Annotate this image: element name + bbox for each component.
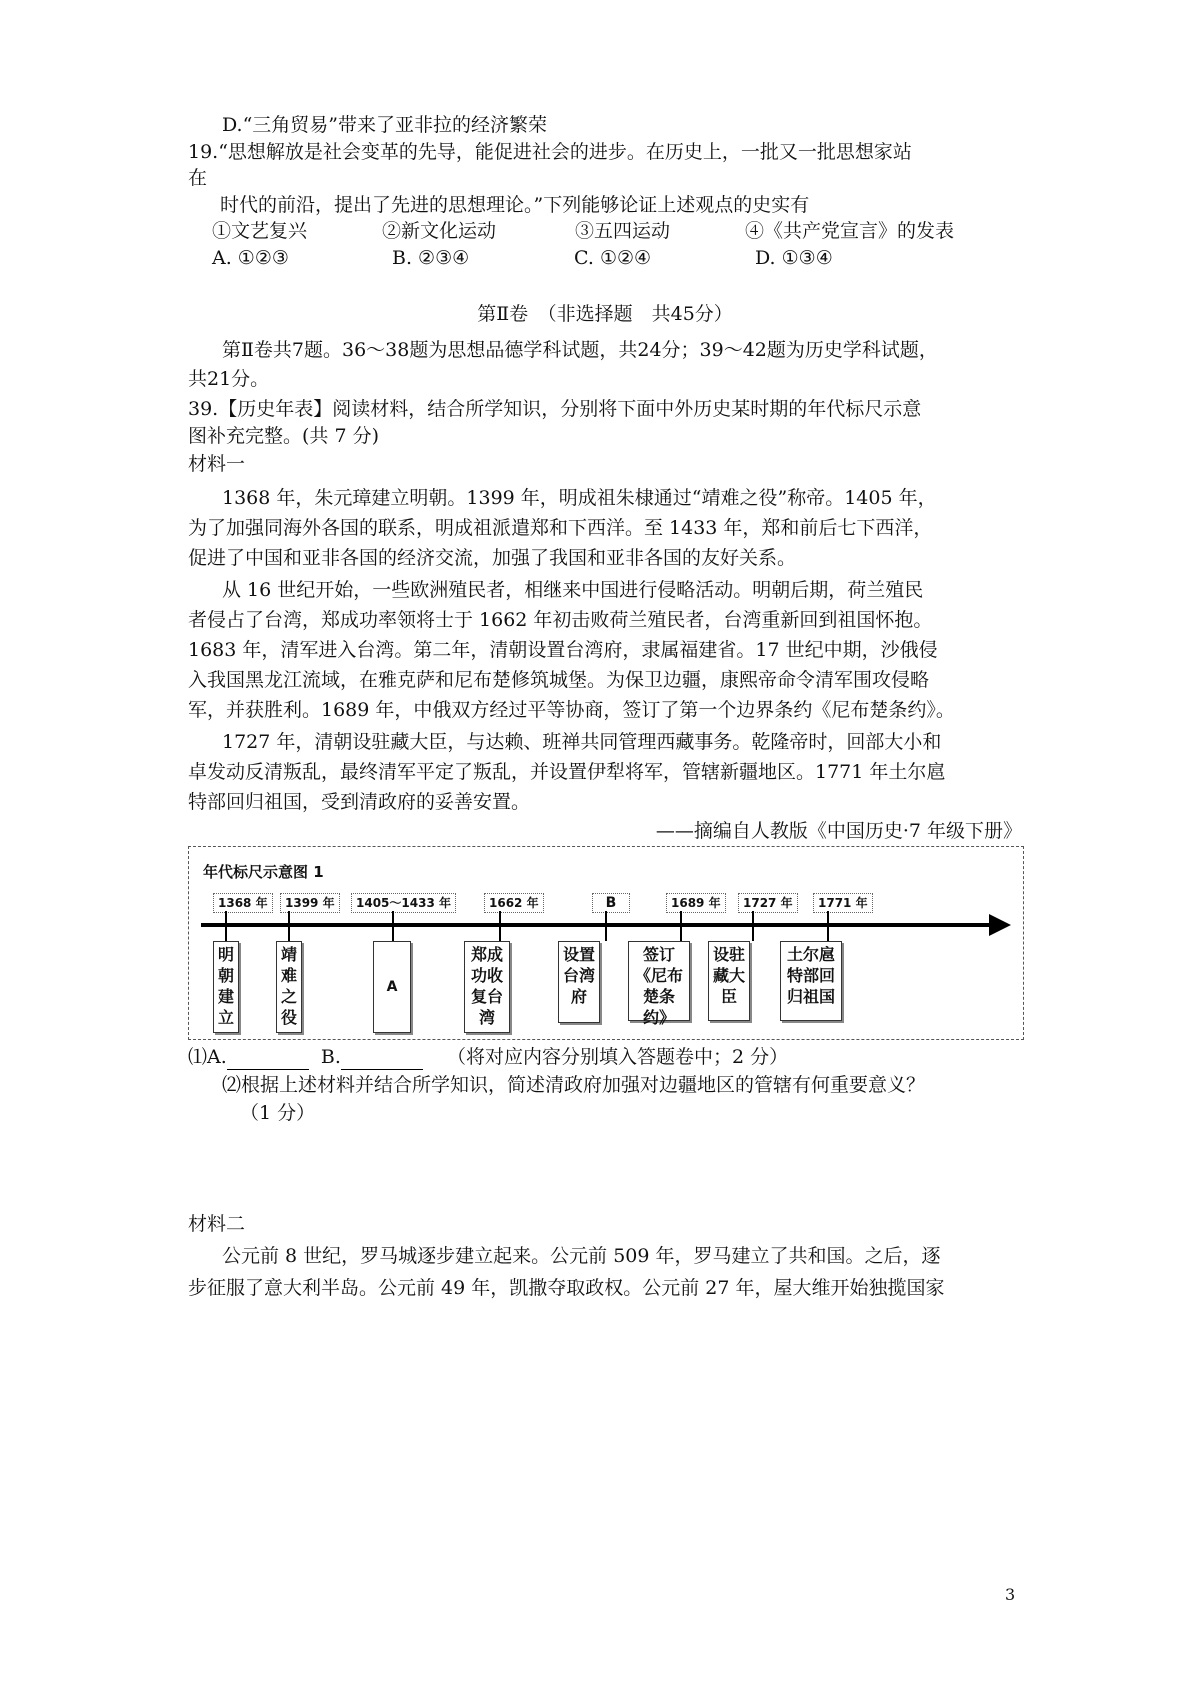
material1-line: 1727 年，清朝设驻藏大臣，与达赖、班禅共同管理西藏事务。乾隆帝时，回部大小和 <box>222 731 942 753</box>
sub2-line2: （1 分） <box>240 1102 316 1124</box>
material1-title: 材料一 <box>188 453 246 475</box>
q19-option-a: A. ①②③ <box>212 247 289 269</box>
material1-line: 特部回归祖国，受到清政府的妥善安置。 <box>188 791 531 813</box>
event-box-a-blank: A <box>373 941 411 1033</box>
tick-1689: 1689 年 <box>666 893 726 913</box>
timeline-arrowhead <box>989 914 1011 936</box>
material1-line: 1368 年，朱元璋建立明朝。1399 年，明成祖朱棣通过“靖难之役”称帝。1405 年， <box>222 487 937 509</box>
q19-item-3: ③五四运动 <box>575 220 671 242</box>
sub1-line <box>188 1044 788 1070</box>
figure-title: 年代标尺示意图 1 <box>203 863 324 881</box>
q19-item-2: ②新文化运动 <box>382 220 497 242</box>
tick-1727: 1727 年 <box>738 893 798 913</box>
tick-1662: 1662 年 <box>484 893 544 913</box>
answer-blank-a[interactable] <box>227 1051 309 1070</box>
q19-item-1: ①文艺复兴 <box>212 220 308 242</box>
connector <box>827 911 829 941</box>
section2-title: 第Ⅱ卷 （非选择题 共45分） <box>477 303 733 325</box>
connector <box>499 911 501 941</box>
connector <box>392 911 394 941</box>
sub1-a-label: ⑴A. <box>188 1046 227 1068</box>
event-box-nerchinsk-treaty: 签订《尼布楚条约》 <box>628 941 690 1021</box>
material1-line: 为了加强同海外各国的联系，明成祖派遣郑和下西洋。至 1433 年，郑和前后七下西洋， <box>188 517 933 539</box>
material2-line: 公元前 8 世纪，罗马城逐步建立起来。公元前 509 年，罗马建立了共和国。之后，逐 <box>222 1245 941 1267</box>
event-box-torghut: 土尔扈特部回归祖国 <box>780 941 842 1021</box>
material1-line: 军，并获胜利。1689 年，中俄双方经过平等协商，签订了第一个边界条约《尼布楚条约》。 <box>188 699 955 721</box>
connector <box>288 911 290 941</box>
event-box-jingnan: 靖难之役 <box>276 941 302 1033</box>
event-box-ming: 明朝建立 <box>213 941 239 1033</box>
material1-source: ——摘编自人教版《中国历史·7 年级下册》 <box>655 820 1022 842</box>
event-box-zhengchenggong: 郑成功收复台湾 <box>464 941 510 1033</box>
section2-desc-line2: 共21分。 <box>188 368 270 390</box>
tick-1771: 1771 年 <box>813 893 873 913</box>
q19-item-4: ④《共产党宣言》的发表 <box>745 220 955 242</box>
q19-option-c: C. ①②④ <box>574 247 652 269</box>
connector <box>605 911 607 941</box>
tick-1399: 1399 年 <box>280 893 340 913</box>
sub1-b-label: B. <box>320 1046 341 1068</box>
material1-line: 1683 年，清军进入台湾。第二年，清朝设置台湾府，隶属福建省。17 世纪中期，沙俄侵 <box>188 639 938 661</box>
material1-line: 促进了中国和亚非各国的经济交流，加强了我国和亚非各国的友好关系。 <box>188 547 797 569</box>
q19-stem-line2: 在 <box>188 167 208 189</box>
tick-1368: 1368 年 <box>213 893 273 913</box>
tick-1405-1433: 1405～1433 年 <box>351 893 456 913</box>
material1-line: 卓发动反清叛乱，最终清军平定了叛乱，并设置伊犁将军，管辖新疆地区。1771 年土尔扈 <box>188 761 946 783</box>
timeline-figure <box>188 846 1024 1040</box>
connector <box>680 911 682 941</box>
event-box-amban: 设驻藏大臣 <box>708 941 750 1021</box>
material1-line: 者侵占了台湾，郑成功率领将士于 1662 年初击败荷兰殖民者，台湾重新回到祖国怀抱。 <box>188 609 933 631</box>
material2-title: 材料二 <box>188 1213 246 1235</box>
tick-b-blank: B <box>592 893 630 913</box>
connector <box>225 911 227 941</box>
material1-line: 从 16 世纪开始，一些欧洲殖民者，相继来中国进行侵略活动。明朝后期，荷兰殖民 <box>222 579 924 601</box>
q19-stem-line1: 19.“思想解放是社会变革的先导，能促进社会的进步。在历史上，一批又一批思想家站 <box>188 141 912 163</box>
material1-line: 入我国黑龙江流域，在雅克萨和尼布楚修筑城堡。为保卫边疆，康熙帝命令清军围攻侵略 <box>188 669 930 691</box>
sub2-line1: ⑵根据上述材料并结合所学知识，简述清政府加强对边疆地区的管辖有何重要意义？ <box>222 1074 926 1096</box>
event-box-taiwan-prefecture: 设置台湾府 <box>558 941 600 1023</box>
q39-stem-line1: 39.【历史年表】阅读材料，结合所学知识，分别将下面中外历史某时期的年代标尺示意 <box>188 398 922 420</box>
material2-line: 步征服了意大利半岛。公元前 49 年，凯撒夺取政权。公元前 27 年，屋大维开始独揽国家 <box>188 1277 945 1299</box>
connector <box>752 911 754 941</box>
section2-desc-line1: 第Ⅱ卷共7题。36～38题为思想品德学科试题，共24分；39～42题为历史学科试题， <box>222 339 938 361</box>
q19-option-d: D. ①③④ <box>755 247 833 269</box>
timeline-axis <box>201 923 991 927</box>
q18-option-d: D.“三角贸易”带来了亚非拉的经济繁荣 <box>222 114 548 136</box>
q19-option-b: B. ②③④ <box>392 247 470 269</box>
q39-stem-line2: 图补充完整。(共 7 分) <box>188 425 379 447</box>
answer-blank-b[interactable] <box>341 1051 423 1070</box>
page-number: 3 <box>1005 1585 1016 1604</box>
q19-stem-line3: 时代的前沿，提出了先进的思想理论。”下列能够论证上述观点的史实有 <box>220 194 810 216</box>
sub1-note: （将对应内容分别填入答题卷中；2 分） <box>447 1046 789 1068</box>
